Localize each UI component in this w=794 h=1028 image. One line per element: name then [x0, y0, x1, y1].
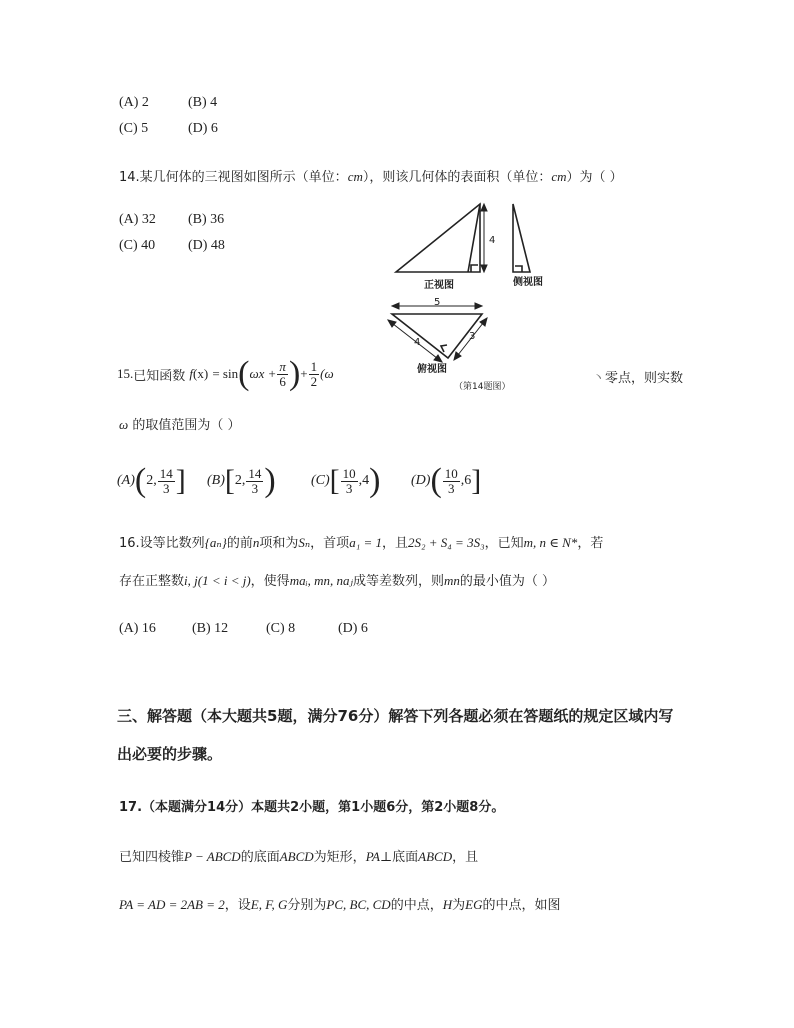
q16-option-d: (D) 6	[338, 621, 368, 636]
q14-option-b: (B) 36	[188, 212, 225, 227]
top-left-label: 4	[414, 337, 421, 348]
q13-option-d: (D) 6	[188, 121, 218, 136]
side-view-label: 侧视图	[513, 277, 543, 288]
q15-option-c: (C) [ $\frac{10}{3}$ ,4 )	[311, 462, 381, 499]
q14-option-c: (C) 40	[119, 238, 156, 253]
q17-heading: 17.（本题满分14分）本题共2小题，第1小题6分，第2小题8分。	[119, 800, 505, 815]
q15-option-a: (A) ( 2, $\frac{14}{3}$ ]	[117, 462, 186, 499]
q17-stem-line1: 已知四棱锥P − ABCD的底面ABCD为矩形，PA⊥底面ABCD，且	[119, 849, 479, 865]
q16-option-a: (A) 16	[119, 621, 156, 636]
top-width-label: 5	[434, 297, 441, 308]
top-right-label: 3	[469, 331, 476, 342]
q17-stem-line2: PA = AD = 2AB = 2，设E, F, G分别为PC, BC, CD的中点，H为EG的中点，如图	[119, 897, 561, 913]
section-heading-line1: 三、解答题（本大题共5题，满分76分）解答下列各题必须在答题纸的规定区域内写	[117, 707, 674, 725]
q15-option-b: (B) [ 2, $\frac{14}{3}$ )	[207, 462, 276, 499]
q14-option-a: (A) 32	[119, 212, 156, 227]
q16-stem-line1: 16.设等比数列{aₙ}的前n项和为Sₙ，首项a₁ = 1，且2S₂ + S₄ = 3S₃，已知m, n ∈ N*，若	[119, 535, 604, 551]
q15-stem-tail: 丶零点，则实数	[592, 371, 684, 386]
q16-option-b: (B) 12	[192, 621, 229, 636]
section-heading-line2: 出必要的步骤。	[117, 745, 223, 763]
q15-stem-line2: ω 的取值范围为（ ）	[119, 417, 241, 433]
q15-stem-line1: 15. 已知函数 f (x) = sin ( ωx + $\frac{\pi}{6}$ ) + $\frac{1}{2}$ (ω	[117, 355, 334, 392]
q13-option-b: (B) 4	[188, 95, 218, 110]
q13-option-a: (A) 2	[119, 95, 149, 110]
figure-caption: （第14题图）	[454, 382, 511, 392]
height-label: 4	[489, 235, 496, 246]
q14-stem: 14.某几何体的三视图如图所示（单位：cm），则该几何体的表面积（单位：cm）为（ ）	[119, 169, 623, 185]
q15-option-d: (D) ( $\frac{10}{3}$ ,6 ]	[411, 462, 482, 499]
three-view-figure	[384, 196, 590, 396]
q14-option-d: (D) 48	[188, 238, 225, 253]
q13-option-c: (C) 5	[119, 121, 149, 136]
q16-option-c: (C) 8	[266, 621, 296, 636]
top-view-label: 俯视图	[417, 364, 447, 375]
front-view-label: 正视图	[424, 280, 454, 291]
q16-stem-line2: 存在正整数i, j(1 < i < j)，使得maᵢ, mn, naⱼ成等差数列，则mn的最小值为（ ）	[119, 573, 556, 589]
